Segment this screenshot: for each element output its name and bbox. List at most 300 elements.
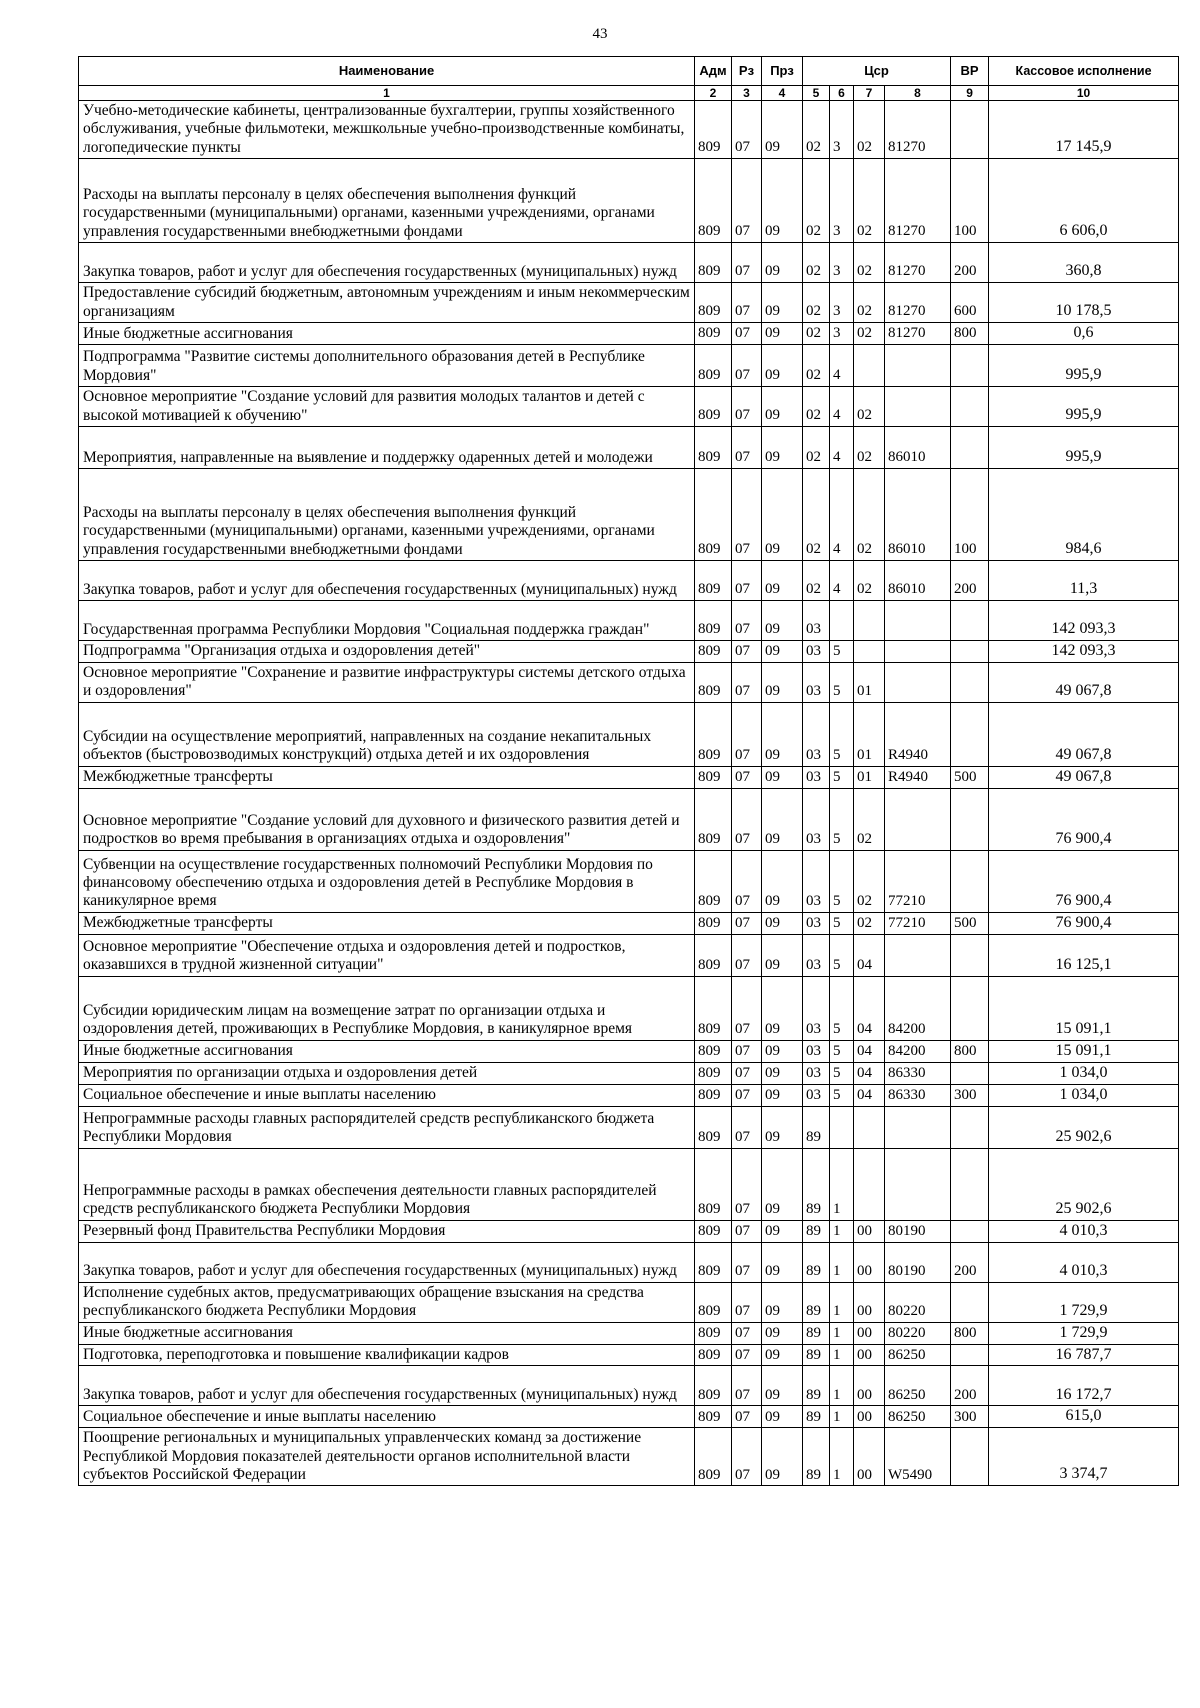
row-prz: 09 (762, 976, 803, 1040)
row-adm: 809 (695, 560, 732, 600)
row-csr-program: 89 (803, 1242, 830, 1282)
row-prz: 09 (762, 283, 803, 323)
row-vr (951, 600, 989, 640)
row-rz: 07 (732, 976, 762, 1040)
row-prz: 09 (762, 344, 803, 386)
column-number: 8 (885, 86, 951, 101)
row-amount: 3 374,7 (989, 1428, 1179, 1486)
row-vr (951, 386, 989, 426)
row-csr-activity: 04 (854, 1084, 885, 1106)
row-csr-direction (885, 386, 951, 426)
table-row (79, 323, 1179, 345)
table-row (79, 1106, 1179, 1148)
row-name: Мероприятия, направленные на выявление и поддержку одаренных детей и молодежи (79, 426, 695, 468)
row-name: Иные бюджетные ассигнования (79, 1322, 695, 1344)
row-amount: 10 178,5 (989, 283, 1179, 323)
row-csr-direction: R4940 (885, 766, 951, 788)
row-csr-activity (854, 640, 885, 662)
row-csr-subprogram: 5 (830, 640, 854, 662)
column-number: 7 (854, 86, 885, 101)
row-amount: 11,3 (989, 560, 1179, 600)
table-row (79, 1406, 1179, 1428)
row-csr-activity: 01 (854, 702, 885, 766)
header-vr: ВР (951, 57, 989, 86)
row-name: Социальное обеспечение и иные выплаты населению (79, 1084, 695, 1106)
row-name: Непрограммные расходы в рамках обеспечения деятельности главных распорядителей средств республиканского бюджета Республики Мордовия (79, 1148, 695, 1220)
row-csr-program: 89 (803, 1406, 830, 1428)
header-csr: Цср (803, 57, 951, 86)
row-name: Подготовка, переподготовка и повышение квалификации кадров (79, 1344, 695, 1366)
row-adm: 809 (695, 426, 732, 468)
row-csr-subprogram: 5 (830, 1062, 854, 1084)
row-csr-activity (854, 600, 885, 640)
row-vr: 800 (951, 1322, 989, 1344)
row-csr-subprogram (830, 1106, 854, 1148)
row-amount: 25 902,6 (989, 1106, 1179, 1148)
row-csr-direction: 86010 (885, 468, 951, 560)
header-adm: Адм (695, 57, 732, 86)
row-name: Закупка товаров, работ и услуг для обеспечения государственных (муниципальных) нужд (79, 1366, 695, 1406)
row-rz: 07 (732, 766, 762, 788)
row-name: Основное мероприятие "Создание условий для развития молодых талантов и детей с высокой мотивацией к обучению" (79, 386, 695, 426)
row-name: Основное мероприятие "Создание условий для духовного и физического развития детей и подростков во время пребывания в организациях отдыха и оздоровления" (79, 788, 695, 850)
row-rz: 07 (732, 1148, 762, 1220)
row-amount: 1 034,0 (989, 1084, 1179, 1106)
row-csr-direction: 86330 (885, 1062, 951, 1084)
row-csr-direction: 81270 (885, 283, 951, 323)
table-row (79, 1366, 1179, 1406)
row-adm: 809 (695, 702, 732, 766)
row-amount: 6 606,0 (989, 159, 1179, 243)
row-adm: 809 (695, 1322, 732, 1344)
table-row (79, 386, 1179, 426)
row-rz: 07 (732, 662, 762, 702)
table-row (79, 600, 1179, 640)
table-row (79, 1322, 1179, 1344)
row-csr-program: 02 (803, 468, 830, 560)
column-number: 10 (989, 86, 1179, 101)
row-rz: 07 (732, 468, 762, 560)
row-csr-program: 03 (803, 934, 830, 976)
row-csr-direction: 86250 (885, 1366, 951, 1406)
header-rz: Рз (732, 57, 762, 86)
row-csr-direction (885, 662, 951, 702)
row-prz: 09 (762, 1220, 803, 1242)
row-vr (951, 1344, 989, 1366)
row-rz: 07 (732, 850, 762, 912)
row-csr-subprogram: 5 (830, 662, 854, 702)
table-row (79, 788, 1179, 850)
row-prz: 09 (762, 1062, 803, 1084)
row-csr-subprogram: 1 (830, 1242, 854, 1282)
row-amount: 15 091,1 (989, 976, 1179, 1040)
row-rz: 07 (732, 243, 762, 283)
row-name: Субсидии юридическим лицам на возмещение затрат по организации отдыха и оздоровления детей, проживающих в Республике Мордовия, в каникулярное время (79, 976, 695, 1040)
row-csr-direction (885, 788, 951, 850)
row-prz: 09 (762, 1344, 803, 1366)
row-adm: 809 (695, 766, 732, 788)
row-prz: 09 (762, 912, 803, 934)
row-csr-program: 89 (803, 1220, 830, 1242)
row-csr-program: 03 (803, 1084, 830, 1106)
row-prz: 09 (762, 386, 803, 426)
row-csr-activity: 00 (854, 1322, 885, 1344)
row-amount: 25 902,6 (989, 1148, 1179, 1220)
row-csr-program: 03 (803, 702, 830, 766)
row-adm: 809 (695, 912, 732, 934)
table-body (79, 101, 1179, 1486)
row-csr-subprogram: 4 (830, 386, 854, 426)
row-csr-activity: 02 (854, 468, 885, 560)
row-csr-direction: 80190 (885, 1242, 951, 1282)
row-name: Закупка товаров, работ и услуг для обеспечения государственных (муниципальных) нужд (79, 1242, 695, 1282)
row-csr-activity: 00 (854, 1344, 885, 1366)
row-csr-activity: 00 (854, 1282, 885, 1322)
row-amount: 17 145,9 (989, 101, 1179, 159)
row-csr-subprogram: 1 (830, 1220, 854, 1242)
row-amount: 1 729,9 (989, 1282, 1179, 1322)
row-vr (951, 662, 989, 702)
row-adm: 809 (695, 1242, 732, 1282)
row-prz: 09 (762, 788, 803, 850)
row-csr-program: 02 (803, 560, 830, 600)
row-csr-subprogram: 5 (830, 766, 854, 788)
row-amount: 49 067,8 (989, 766, 1179, 788)
row-csr-activity: 04 (854, 1040, 885, 1062)
table-row (79, 1148, 1179, 1220)
header-name: Наименование (79, 57, 695, 86)
row-csr-activity: 00 (854, 1366, 885, 1406)
row-amount: 15 091,1 (989, 1040, 1179, 1062)
row-csr-program: 89 (803, 1322, 830, 1344)
row-amount: 1 729,9 (989, 1322, 1179, 1344)
row-adm: 809 (695, 1366, 732, 1406)
table-row (79, 560, 1179, 600)
row-amount: 76 900,4 (989, 850, 1179, 912)
row-vr (951, 976, 989, 1040)
row-csr-subprogram: 1 (830, 1148, 854, 1220)
row-adm: 809 (695, 386, 732, 426)
row-name: Непрограммные расходы главных распорядителей средств республиканского бюджета Республики Мордовия (79, 1106, 695, 1148)
row-vr (951, 788, 989, 850)
row-csr-program: 03 (803, 640, 830, 662)
row-name: Расходы на выплаты персоналу в целях обеспечения выполнения функций государственными (муниципальными) органами, казенными учреждениями, органами управления государственными внебюджетными фондами (79, 159, 695, 243)
row-vr (951, 426, 989, 468)
row-name: Государственная программа Республики Мордовия "Социальная поддержка граждан" (79, 600, 695, 640)
row-vr (951, 344, 989, 386)
table-row (79, 344, 1179, 386)
row-prz: 09 (762, 1106, 803, 1148)
table-row (79, 912, 1179, 934)
row-csr-activity: 02 (854, 426, 885, 468)
row-csr-activity: 02 (854, 560, 885, 600)
row-name: Межбюджетные трансферты (79, 766, 695, 788)
row-prz: 09 (762, 850, 803, 912)
row-amount: 142 093,3 (989, 600, 1179, 640)
row-csr-subprogram (830, 600, 854, 640)
table-row (79, 662, 1179, 702)
row-csr-program: 89 (803, 1148, 830, 1220)
row-prz: 09 (762, 323, 803, 345)
row-vr (951, 1148, 989, 1220)
row-csr-activity (854, 1106, 885, 1148)
row-name: Иные бюджетные ассигнования (79, 323, 695, 345)
row-adm: 809 (695, 344, 732, 386)
row-csr-subprogram: 1 (830, 1406, 854, 1428)
row-vr (951, 1062, 989, 1084)
row-csr-activity: 01 (854, 662, 885, 702)
row-csr-activity: 02 (854, 386, 885, 426)
row-csr-activity: 04 (854, 1062, 885, 1084)
column-number: 4 (762, 86, 803, 101)
row-rz: 07 (732, 1344, 762, 1366)
row-name: Субсидии на осуществление мероприятий, направленных на создание некапитальных объектов (быстровозводимых конструкций) отдыха детей и их оздоровления (79, 702, 695, 766)
row-csr-program: 02 (803, 426, 830, 468)
row-csr-direction: 77210 (885, 850, 951, 912)
row-rz: 07 (732, 386, 762, 426)
row-prz: 09 (762, 468, 803, 560)
row-csr-direction: 86250 (885, 1406, 951, 1428)
table-row (79, 1040, 1179, 1062)
row-csr-subprogram: 3 (830, 101, 854, 159)
row-amount: 1 034,0 (989, 1062, 1179, 1084)
row-name: Закупка товаров, работ и услуг для обеспечения государственных (муниципальных) нужд (79, 243, 695, 283)
row-rz: 07 (732, 344, 762, 386)
row-rz: 07 (732, 1428, 762, 1486)
row-adm: 809 (695, 243, 732, 283)
row-prz: 09 (762, 1322, 803, 1344)
row-csr-activity: 02 (854, 283, 885, 323)
table-row (79, 766, 1179, 788)
row-rz: 07 (732, 640, 762, 662)
row-vr (951, 1282, 989, 1322)
row-vr: 100 (951, 468, 989, 560)
row-csr-subprogram: 4 (830, 560, 854, 600)
row-csr-subprogram: 5 (830, 850, 854, 912)
row-csr-activity: 04 (854, 934, 885, 976)
row-amount: 360,8 (989, 243, 1179, 283)
row-rz: 07 (732, 1084, 762, 1106)
row-prz: 09 (762, 766, 803, 788)
row-csr-direction (885, 934, 951, 976)
row-name: Резервный фонд Правительства Республики Мордовия (79, 1220, 695, 1242)
table-row (79, 101, 1179, 159)
table-row (79, 850, 1179, 912)
table-row (79, 1084, 1179, 1106)
row-csr-direction: 81270 (885, 101, 951, 159)
row-csr-program: 03 (803, 766, 830, 788)
row-name: Подпрограмма "Развитие системы дополнительного образования детей в Республике Мордовия" (79, 344, 695, 386)
table-row (79, 1220, 1179, 1242)
row-rz: 07 (732, 788, 762, 850)
row-name: Социальное обеспечение и иные выплаты населению (79, 1406, 695, 1428)
row-csr-program: 03 (803, 850, 830, 912)
row-amount: 16 172,7 (989, 1366, 1179, 1406)
row-csr-program: 89 (803, 1106, 830, 1148)
row-rz: 07 (732, 1406, 762, 1428)
row-adm: 809 (695, 1084, 732, 1106)
row-amount: 49 067,8 (989, 702, 1179, 766)
table-row (79, 640, 1179, 662)
row-csr-subprogram: 3 (830, 159, 854, 243)
row-vr (951, 640, 989, 662)
row-name: Мероприятия по организации отдыха и оздоровления детей (79, 1062, 695, 1084)
table-row (79, 283, 1179, 323)
row-csr-program: 03 (803, 912, 830, 934)
row-csr-program: 89 (803, 1366, 830, 1406)
row-prz: 09 (762, 101, 803, 159)
row-adm: 809 (695, 101, 732, 159)
row-adm: 809 (695, 323, 732, 345)
row-vr: 600 (951, 283, 989, 323)
row-csr-direction: 80220 (885, 1282, 951, 1322)
row-vr: 200 (951, 1242, 989, 1282)
row-name: Основное мероприятие "Обеспечение отдыха и оздоровления детей и подростков, оказавшихся в трудной жизненной ситуации" (79, 934, 695, 976)
row-adm: 809 (695, 1148, 732, 1220)
row-name: Межбюджетные трансферты (79, 912, 695, 934)
row-prz: 09 (762, 159, 803, 243)
row-adm: 809 (695, 468, 732, 560)
row-amount: 4 010,3 (989, 1242, 1179, 1282)
row-prz: 09 (762, 1428, 803, 1486)
row-rz: 07 (732, 159, 762, 243)
row-amount: 49 067,8 (989, 662, 1179, 702)
row-csr-direction: 84200 (885, 1040, 951, 1062)
row-csr-program: 02 (803, 101, 830, 159)
row-csr-program: 02 (803, 344, 830, 386)
row-csr-subprogram: 5 (830, 934, 854, 976)
row-csr-subprogram: 3 (830, 243, 854, 283)
row-vr: 100 (951, 159, 989, 243)
table-row (79, 243, 1179, 283)
row-csr-program: 02 (803, 283, 830, 323)
row-vr: 500 (951, 912, 989, 934)
row-csr-direction: 86250 (885, 1344, 951, 1366)
row-csr-direction: 84200 (885, 976, 951, 1040)
row-csr-direction: 86330 (885, 1084, 951, 1106)
row-amount: 16 125,1 (989, 934, 1179, 976)
row-rz: 07 (732, 600, 762, 640)
row-amount: 984,6 (989, 468, 1179, 560)
row-vr (951, 934, 989, 976)
row-csr-program: 03 (803, 976, 830, 1040)
row-csr-activity: 00 (854, 1406, 885, 1428)
row-prz: 09 (762, 426, 803, 468)
row-adm: 809 (695, 1040, 732, 1062)
row-name: Поощрение региональных и муниципальных управленческих команд за достижение Республикой Мордовия показателей деятельности органов исполнительной власти субъектов Российской Федерации (79, 1428, 695, 1486)
row-rz: 07 (732, 1322, 762, 1344)
row-adm: 809 (695, 662, 732, 702)
row-rz: 07 (732, 1220, 762, 1242)
table-row (79, 1282, 1179, 1322)
row-csr-subprogram: 5 (830, 702, 854, 766)
column-number: 2 (695, 86, 732, 101)
row-csr-program: 89 (803, 1428, 830, 1486)
row-prz: 09 (762, 1282, 803, 1322)
row-csr-direction: 80220 (885, 1322, 951, 1344)
row-csr-subprogram: 1 (830, 1282, 854, 1322)
table-row (79, 934, 1179, 976)
row-csr-program: 02 (803, 323, 830, 345)
row-csr-program: 03 (803, 1040, 830, 1062)
row-prz: 09 (762, 640, 803, 662)
row-name: Иные бюджетные ассигнования (79, 1040, 695, 1062)
row-prz: 09 (762, 1148, 803, 1220)
row-csr-activity: 02 (854, 788, 885, 850)
row-prz: 09 (762, 243, 803, 283)
column-number: 1 (79, 86, 695, 101)
row-vr (951, 1428, 989, 1486)
row-csr-subprogram: 5 (830, 1084, 854, 1106)
row-rz: 07 (732, 1366, 762, 1406)
header-column-numbers (79, 86, 1179, 101)
row-prz: 09 (762, 560, 803, 600)
row-vr: 300 (951, 1084, 989, 1106)
row-csr-direction: 81270 (885, 323, 951, 345)
row-csr-activity: 00 (854, 1428, 885, 1486)
row-prz: 09 (762, 1242, 803, 1282)
row-vr: 200 (951, 243, 989, 283)
row-csr-subprogram: 5 (830, 912, 854, 934)
row-prz: 09 (762, 600, 803, 640)
row-amount: 995,9 (989, 386, 1179, 426)
row-csr-subprogram: 3 (830, 283, 854, 323)
row-csr-activity: 02 (854, 912, 885, 934)
row-adm: 809 (695, 976, 732, 1040)
row-name: Предоставление субсидий бюджетным, автономным учреждениям и иным некоммерческим организациям (79, 283, 695, 323)
row-csr-subprogram: 3 (830, 323, 854, 345)
table-row (79, 976, 1179, 1040)
row-adm: 809 (695, 1406, 732, 1428)
row-adm: 809 (695, 850, 732, 912)
row-csr-program: 89 (803, 1344, 830, 1366)
row-csr-direction (885, 344, 951, 386)
row-vr: 300 (951, 1406, 989, 1428)
row-csr-program: 03 (803, 1062, 830, 1084)
row-prz: 09 (762, 662, 803, 702)
row-amount: 76 900,4 (989, 912, 1179, 934)
row-amount: 615,0 (989, 1406, 1179, 1428)
row-csr-activity: 02 (854, 243, 885, 283)
row-rz: 07 (732, 1040, 762, 1062)
row-prz: 09 (762, 1366, 803, 1406)
row-csr-activity: 01 (854, 766, 885, 788)
row-csr-direction: 80190 (885, 1220, 951, 1242)
row-vr (951, 101, 989, 159)
row-name: Расходы на выплаты персоналу в целях обеспечения выполнения функций государственными (муниципальными) органами, казенными учреждениями, органами управления государственными внебюджетными фондами (79, 468, 695, 560)
row-rz: 07 (732, 934, 762, 976)
row-amount: 995,9 (989, 344, 1179, 386)
row-name: Основное мероприятие "Сохранение и развитие инфраструктуры системы детского отдыха и оздоровления" (79, 662, 695, 702)
row-csr-direction: 77210 (885, 912, 951, 934)
row-adm: 809 (695, 600, 732, 640)
row-csr-direction (885, 600, 951, 640)
row-vr: 200 (951, 1366, 989, 1406)
row-amount: 76 900,4 (989, 788, 1179, 850)
row-rz: 07 (732, 426, 762, 468)
row-csr-program: 03 (803, 600, 830, 640)
page-number: 43 (592, 26, 608, 42)
row-csr-direction (885, 1148, 951, 1220)
row-csr-activity: 00 (854, 1220, 885, 1242)
row-csr-activity: 02 (854, 323, 885, 345)
row-amount: 142 093,3 (989, 640, 1179, 662)
row-prz: 09 (762, 1406, 803, 1428)
row-csr-subprogram: 1 (830, 1322, 854, 1344)
row-rz: 07 (732, 560, 762, 600)
row-rz: 07 (732, 912, 762, 934)
row-vr: 800 (951, 323, 989, 345)
